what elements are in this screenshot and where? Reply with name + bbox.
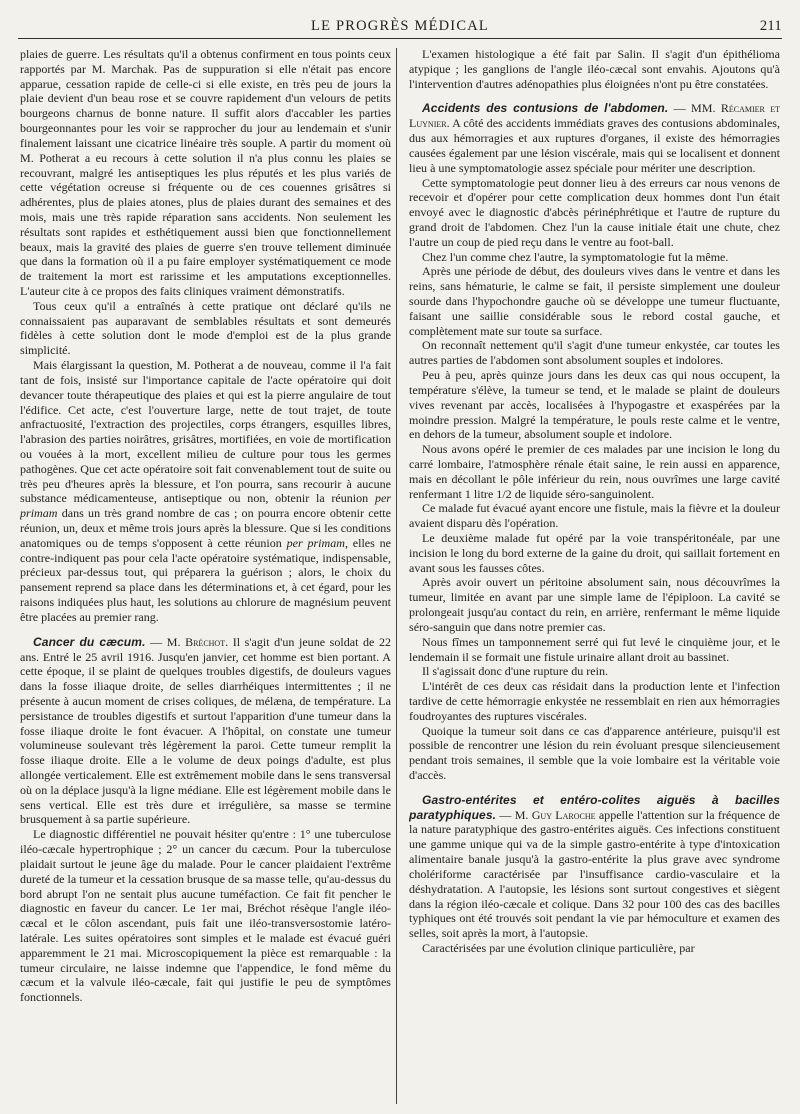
paragraph-text: . A côté des accidents immédiats graves des contusions abdominales, dus aux hémorragies et aux ruptures d'organes, il existe des hémorragies causées également par une lésion viscérale, mais qui se localisent et donnent lieu à une symptomatologie assez spéciale pour mériter une description. bbox=[409, 116, 780, 175]
right-column bbox=[409, 47, 780, 1107]
section-title: Cancer du cæcum. bbox=[33, 634, 146, 649]
paragraph: Après une période de début, des douleurs vives dans le ventre et dans les reins, sans hématurie, le calme se fait, il persiste simplement une douleur sourde dans l'hypochondre gauche où se développe une tumeur fluctuante, faisant une saillie considérable sous le rebord costal gauche, et complètement mate sur toute sa surface. bbox=[409, 264, 780, 338]
paragraph-text: Mais élargissant la question, M. Potherat a de nouveau, comme il l'a fait tant de fois, insisté sur l'importance capitale de l'acte opératoire qui doit devancer toute thérapeutique des plaies et qui est la pierre angulaire de tout l'édifice. Cet acte, c'est l'ouverture large, nette de tout trajet, de toute anfractuosité, l'extraction des projectiles, corps étrangers, esquilles libres, l'abrasion des parties noirâtres, grisâtres, mortifiées, en voie de mortification ou vouées à la mort, excellent milieu de culture pour tous les germes pathogènes. Que cet acte opératoire soit fait convenablement tout de suite ou très peu d'heures après la blessure, et l'on pourra, sans recourir à aucune substance médicamenteuse, antiseptique ou non, obtenir la réunion bbox=[20, 358, 391, 506]
paragraph bbox=[20, 358, 391, 625]
page-number: 211 bbox=[759, 18, 782, 34]
section-cancer-caecum: Cancer du cæcum. — M. Bréchot. Il s'agit d'un jeune soldat de 22 ans. Entré le 25 avril 1916. Jusqu'en janvier, cet homme est bien portant. A cette époque, il se plaint de quelques troubles digestifs, de douleurs vagues dans la fosse iliaque droite, de selles diarrhéiques intermittentes ; il ne présente à aucun moment de crises coliques, de mélæna, de température. La persistance de troubles digestifs et surtout l'apparition d'une tumeur dans la fosse iliaque droite le font évacuer. A l'hôpital, on constate une tumeur volumineuse soulevant très légèrement la paroi. Cette tumeur remplit la fosse iliaque droite. Elle a le volume de deux poings d'adulte, est plus allongée verticalement. Elle est extrêmement mobile dans le sens transversal où on la déplace jusqu'à la ligne médiane. Elle est légèrement mobile dans le sens vertical. Elle est très dure et irrégulière, sa masse se termine brusquement à sa partie supérieure. bbox=[20, 634, 391, 827]
section-title: Accidents des contusions de l'abdomen. bbox=[422, 101, 669, 116]
paragraph: On reconnaît nettement qu'il s'agit d'une tumeur enkystée, car toutes les autres parties de l'abdomen sont absolument souples et indolores. bbox=[409, 338, 780, 368]
paragraph: Cette symptomatologie peut donner lieu à des erreurs car nous venons de recevoir et d'opérer pour cette complication deux hommes dont l'un était envoyé avec le diagnostic d'abcès périnéphrétique et l'autre de rupture du grand droit de l'abdomen. Chez l'un la cause initiale était une chute, chez l'autre un coup de pied reçu dans le ventre au foot-ball. bbox=[409, 175, 780, 249]
latin-term: per primam bbox=[286, 535, 345, 550]
left-column bbox=[20, 47, 391, 1107]
paragraph: L'intérêt de ces deux cas résidait dans la production lente et l'infection tardive de cette hémorragie enkystée ne ressemblait en rien aux hémorragies foudroyantes des ruptures viscérales. bbox=[409, 679, 780, 723]
paragraph: plaies de guerre. Les résultats qu'il a obtenus confirment en tous points ceux rapportés par M. Marchak. Pas de suppuration si elle n'était pas encore apparue, cessation rapide de celle-ci si elle existe, en très peu de jours la plaie devient d'un beau rose et se couvre rapidement d'un velours de petits bourgeons charnus de bonne nature. Il suffit alors d'accabler les parties bourgeonnantes pour les voir se rapprocher du jour au lendemain et s'unir finalement laissant une cicatrice linéaire très souple. A partir du moment où M. Potherat a eu recours à cette solution il n'a plus connu les plaies se recouvrant, malgré les antiseptiques les plus réputés et les plus variés de cette végétation ocreuse si fréquente ou de ces couennes grisâtres si adhérentes, plus de plaies atones, plus de plaies durant des semaines et des mois, mais une très rapide réparation sans accidents. Non seulement les résultats sont rapides et esthétiquement aussi bien que fonctionnellement beaux, mais la gravité des plaies de guerre s'en trouve tellement diminuée que dans la formation où il a pu faire employer systématiquement ce mode de traitement la mort est rarissime et les amputations exceptionnelles. L'auteur cite à ce propos des faits cliniques vraiment démonstratifs. bbox=[20, 47, 391, 298]
paragraph-text: appelle l'attention sur la fréquence de la nature paratyphique des gastro-entérites aiguës. Ces infections constituent une gamme unique qui va de la simple gastro-entérite à type d'intoxication alimentaire banale jusqu'à la gastro-entérite la plus grave avec syndrome cholériforme caractérisée par l'insuffisance cardio-vasculaire et la déshydratation. A l'autopsie, les lésions sont surtout congestives et siègent dans la région iléo-cæcale et colique. Dans 32 pour 100 des cas des bacilles typhiques ont été trouvés soit pendant la vie par hémoculture et examen des selles, soit après la mort, à l'autopsie. bbox=[409, 807, 780, 941]
journal-title: LE PROGRÈS MÉDICAL bbox=[311, 18, 489, 34]
paragraph: Caractérisées par une évolution clinique particulière, par bbox=[422, 940, 695, 955]
section-title: Gastro-entérites et entéro-colites aiguës à bacilles paratyphiques. bbox=[409, 792, 780, 822]
paragraph: Peu à peu, après quinze jours dans les deux cas qui nous occupent, la température s'élève, la tumeur se tend, et le malade se plaint de douleurs vives revenant par accès, localisées à l'hypogastre et exaspérées par la moindre pression. Malgré la température, le pouls reste calme et le ventre, en dehors de la tumeur, absolument souple et indolore. bbox=[409, 368, 780, 442]
section-contusions-abdomen: Accidents des contusions de l'abdomen. — MM. Récamier et Luynier. A côté des accidents immédiats graves des contusions abdominales, dus aux hémorragies et aux ruptures d'organes, il existe des hémorragies causées également par une lésion viscérale, mais qui se localisent et donnent lieu à une symptomatologie assez spéciale pour mériter une description. bbox=[409, 101, 780, 175]
paragraph: Quoique la tumeur soit dans ce cas d'apparence antérieure, puisqu'il est possible de rencontrer une lésion du rein évoluant presque silencieusement pendant trois semaines, il semble que la voie lombaire est la véritable voie d'accès. bbox=[409, 723, 780, 782]
author-name: Guy Laroche bbox=[531, 807, 596, 822]
paragraph-text: , elles ne contre-indiquent pas pour cela l'acte opératoire systématique, indispensable, précieux par-dessus tout, qui préparera la guérison ; alors, le choix du pansement reprend sa place dans les déterminations et, à cet égard, pour les raisons indiquées plus haut, les solutions au chlorure de magnésium peuvent être placées au premier rang. bbox=[20, 535, 391, 624]
paragraph: Le diagnostic différentiel ne pouvait hésiter qu'entre : 1° une tuberculose iléo-cæcale hypertrophique ; 2° un cancer du cæcum. Pour la tuberculose plaidait surtout le jeune âge du malade. Pour le cancer plaidaient l'extrême dureté de la tumeur et la cessation brusque de sa masse telle, qu'au-dessus du bord abrupt l'on ne sentait plus aucune tuméfaction. Ce fait fit pencher le diagnostic en faveur du cancer. Le 1er mai, Bréchot résèque l'angle iléo-cæcal et le côlon ascendant, puis fait une iléo-transversostomie latéro-latérale. Les suites opératoires sont simples et le malade est évacué guéri apparemment le 21 mai. Microscopiquement la pièce est remarquable : la tumeur circulaire, ne laisse indemne que l'appendice, le fond même du cæcum et la valvule iléo-cæcale, fait qui justifie le peu de symptômes fonctionnels. bbox=[20, 827, 391, 1005]
author-names: Récamier et Luynier bbox=[409, 101, 780, 131]
paragraph: Tous ceux qu'il a entraînés à cette pratique ont déclaré qu'ils ne connaissaient pas auparavant de semblables résultats et sont demeurés fidèles à cette solution dont le mode d'emploi est de la plus grande simplicité. bbox=[20, 298, 391, 358]
paragraph: Ce malade fut évacué ayant encore une fistule, mais la fièvre et la douleur avaient disparu dès l'opération. bbox=[409, 501, 780, 531]
paragraph-text: . Il s'agit d'un jeune soldat de 22 ans. Entré le 25 avril 1916. Jusqu'en janvier, cet homme est bien portant. A cette époque, il se plaint de quelques troubles digestifs, de douleurs vagues dans la fosse iliaque droite, de selles diarrhéiques intermittentes ; il ne présente à aucun moment de crises coliques, de mélæna, de température. La persistance de troubles digestifs et surtout l'apparition d'une tumeur dans la fosse iliaque droite le font évacuer. A l'hôpital, on constate une tumeur volumineuse soulevant très légèrement la paroi. Cette tumeur remplit la fosse iliaque droite. Elle a le volume de deux poings d'adulte, est plus allongée verticalement. Elle est extrêmement mobile dans le sens transversal où on la déplace jusqu'à la ligne médiane. Elle est légèrement mobile dans le sens vertical. Elle est très dure et irrégulière, sa masse se termine brusquement à sa partie supérieure. bbox=[20, 634, 391, 827]
paragraph: Chez l'un comme chez l'autre, la symptomatologie fut la même. bbox=[422, 249, 729, 264]
paragraph: L'examen histologique a été fait par Salin. Il s'agit d'un épithélioma atypique ; les ganglions de l'angle iléo-cæcal sont envahis. Ajoutons qu'à l'intervention d'autres adénopathies plus éloignées n'ont pu être constatées. bbox=[409, 47, 780, 91]
section-gastro-enterites: Gastro-entérites et entéro-colites aiguës à bacilles paratyphiques. — M. Guy Laroche appelle l'attention sur la fréquence de la nature paratyphique des gastro-entérites aiguës. Ces infections constituent une gamme unique qui va de la simple gastro-entérite à type d'intoxication alimentaire banale jusqu'à la gastro-entérite la plus grave avec syndrome cholériforme caractérisée par l'insuffisance cardio-vasculaire et la déshydratation. A l'autopsie, les lésions sont surtout congestives et siègent dans la région iléo-cæcale et colique. Dans 32 pour 100 des cas des bacilles typhiques ont été trouvés soit pendant la vie par hémoculture et examen des selles, soit après la mort, à l'autopsie. bbox=[409, 792, 780, 941]
page-header bbox=[18, 12, 782, 39]
paragraph-text: dans un très grand nombre de cas ; on pourra encore obtenir cette réunion, un, deux et même trois jours après la blessure. Que si les conditions anatomiques ou de temps s'opposent à cette réunion bbox=[20, 506, 391, 550]
paragraph: Nous avons opéré le premier de ces malades par une incision le long du carré lombaire, l'atmosphère rénale était saine, le rein aussi en apparence, mais en décollant le pôle inférieur du rein, nous ouvrîmes une large cavité renfermant 1 litre 1/2 de liquide séro-sanguinolent. bbox=[409, 442, 780, 501]
author-name: Bréchot bbox=[185, 634, 226, 649]
paragraph: Après avoir ouvert un péritoine absolument sain, nous découvrîmes la tumeur, limitée en avant par une simple lame de l'épiploon. La cavité se prolongeait jusqu'au contact du rein, en arrière, renfermant le même liquide séro-sanguin que dans notre premier cas. bbox=[409, 575, 780, 634]
latin-term: per primam bbox=[20, 491, 391, 521]
paragraph: Le deuxième malade fut opéré par la voie transpéritonéale, par une incision le long du bord externe de la gaine du droit, qui saillait fortement en avant sous les fausses côtes. bbox=[409, 531, 780, 575]
paragraph: Nous fîmes un tamponnement serré qui fut levé le cinquième jour, et le lendemain il se formait une fistule urinaire allant droit au bassinet. bbox=[409, 634, 780, 664]
column-divider bbox=[396, 48, 397, 1104]
paragraph: Il s'agissait donc d'une rupture du rein. bbox=[422, 664, 609, 679]
